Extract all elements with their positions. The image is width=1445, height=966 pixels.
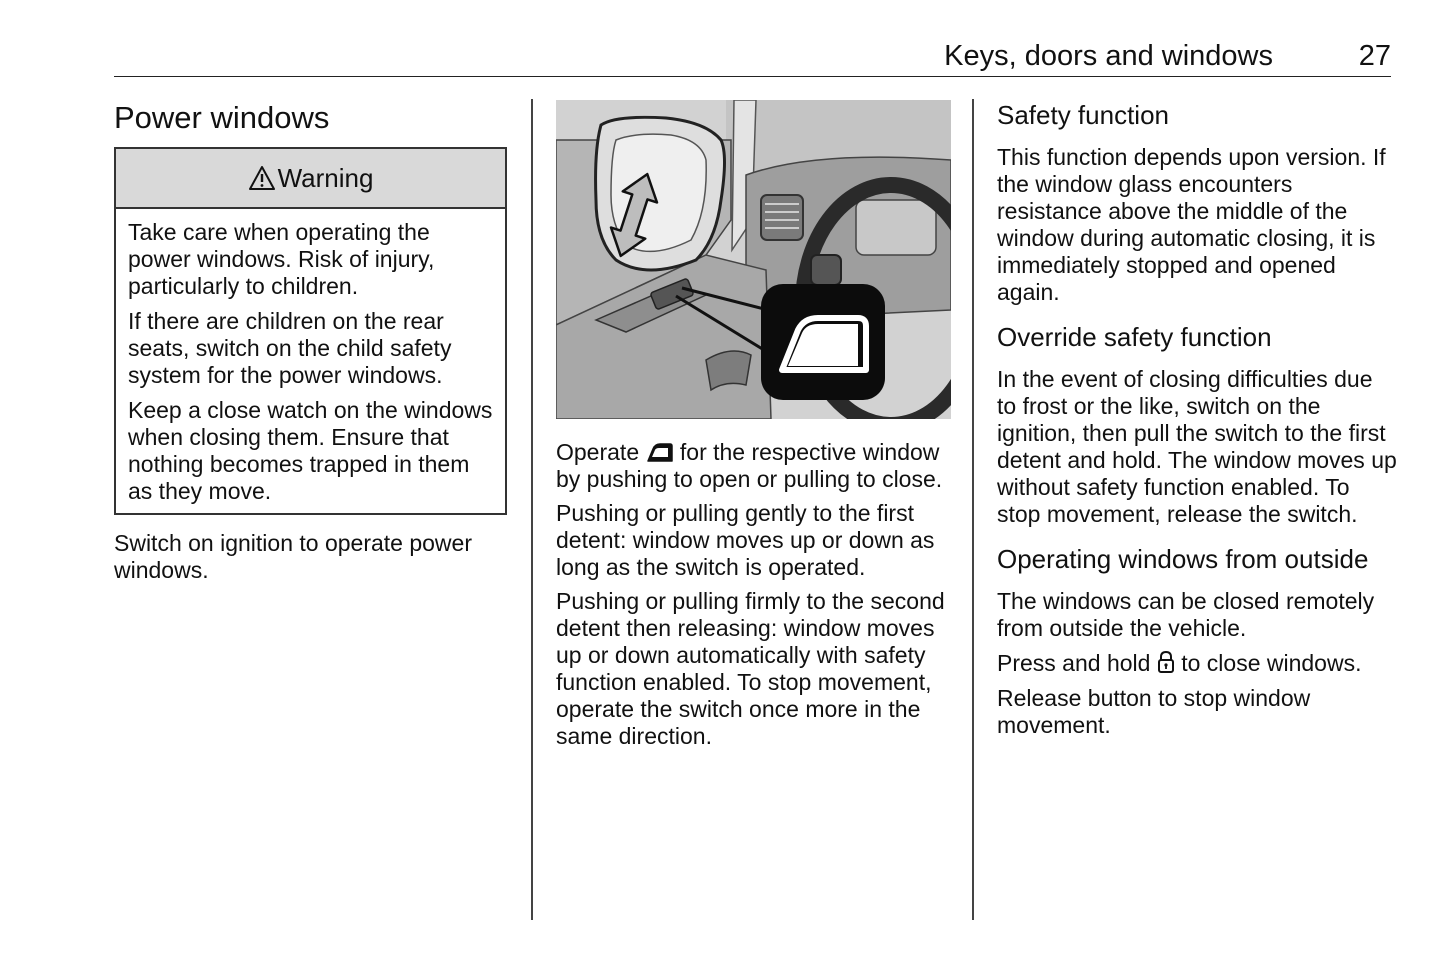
override-safety-text: In the event of closing difficulties due to frost or the like, switch on the ignition, then pull the switch to the first detent and hold. The window moves up without safety function enabled. To stop movement, release the switch.	[997, 366, 1397, 527]
column-divider	[531, 99, 533, 920]
outside-operation-text: The windows can be closed remotely from outside the vehicle.	[997, 588, 1375, 641]
outside-operation-heading: Operating windows from outside	[997, 544, 1369, 574]
second-detent-paragraph: Pushing or pulling firmly to the second detent then releasing: window moves up or down automatically with safety function enabled. To stop movement, operate the switch once more in the same direction.	[556, 588, 945, 749]
operation-description	[556, 439, 956, 757]
press-hold-paragraph	[997, 650, 1397, 677]
column-divider	[972, 99, 974, 920]
page-number: 27	[1358, 40, 1391, 72]
warning-header	[116, 149, 505, 209]
ignition-instruction: Switch on ignition to operate power windows.	[114, 530, 472, 583]
warning-triangle-icon	[248, 165, 276, 191]
safety-function-heading: Safety function	[997, 100, 1169, 130]
section-title: Power windows	[114, 100, 330, 135]
door-switch-illustration	[556, 100, 951, 419]
override-safety-heading: Override safety function	[997, 322, 1272, 352]
warning-paragraph: Keep a close watch on the windows when closing them. Ensure that nothing becomes trapped in them as they move.	[128, 397, 493, 504]
warning-paragraph: If there are children on the rear seats, switch on the child safety system for the power windows.	[128, 308, 452, 388]
press-hold-text-after: to close windows.	[1181, 650, 1362, 676]
press-hold-text-before: Press and hold	[997, 650, 1151, 676]
column-three	[997, 98, 1397, 747]
operate-paragraph	[556, 439, 956, 493]
operate-text-before: Operate	[556, 439, 640, 465]
operate-text-after: for the respective window by pushing to open or pulling to close.	[556, 439, 943, 492]
lock-icon	[1157, 650, 1175, 674]
warning-paragraph: Take care when operating the power windows. Risk of injury, particularly to children.	[128, 219, 435, 299]
safety-function-text: This function depends upon version. If the window glass encounters resistance above the middle of the window during automatic closing, it is immediately stopped and opened again.	[997, 144, 1386, 305]
header-rule	[114, 76, 1391, 77]
running-header-title: Keys, doors and windows	[944, 40, 1273, 72]
warning-box	[114, 147, 507, 515]
warning-body	[116, 209, 505, 505]
window-switch-icon	[646, 441, 674, 463]
warning-heading: Warning	[277, 162, 374, 193]
release-button-text: Release button to stop window movement.	[997, 685, 1311, 738]
first-detent-paragraph: Pushing or pulling gently to the first detent: window moves up or down as long as the switch is operated.	[556, 500, 935, 580]
